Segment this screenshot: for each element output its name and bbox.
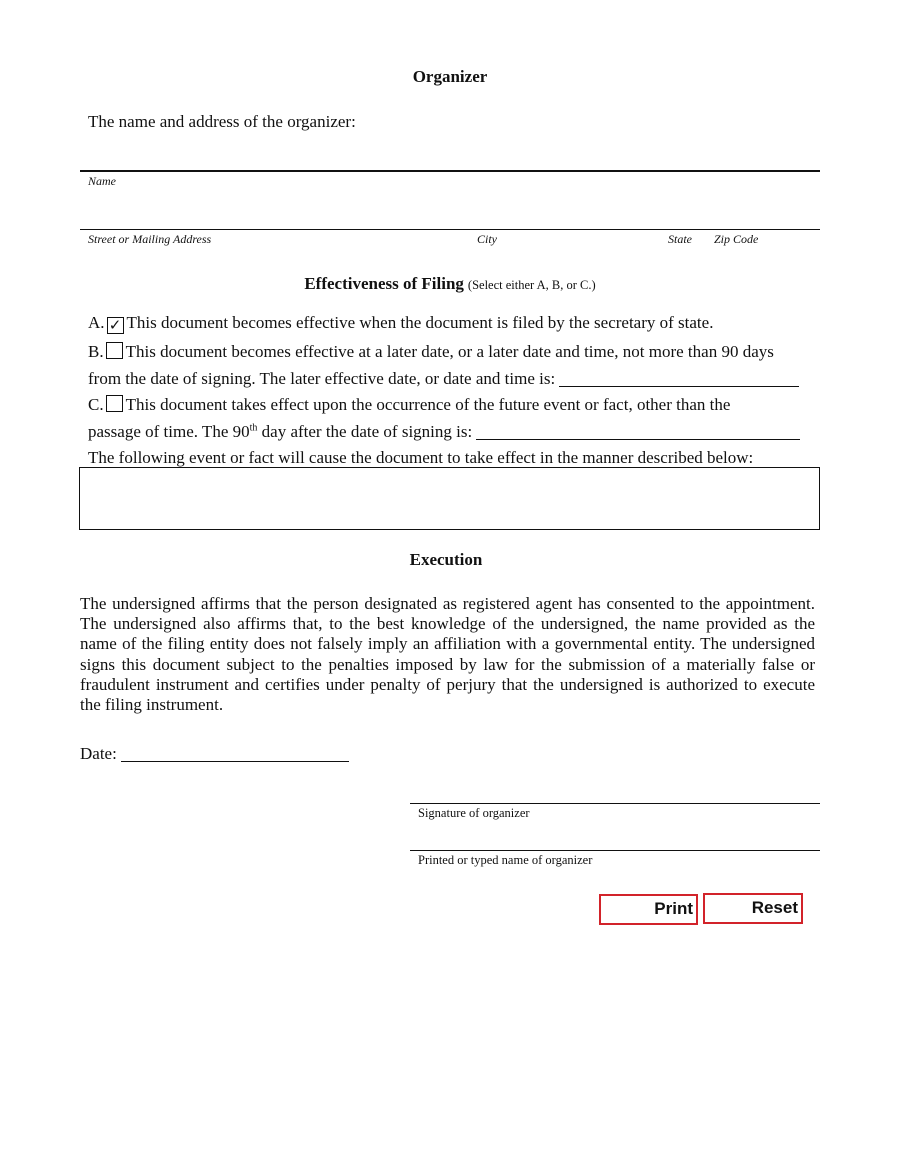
- street-label: Street or Mailing Address: [88, 232, 212, 246]
- name-label: Name: [88, 174, 116, 188]
- event-prompt: The following event or fact will cause the document to take effect in the manner described below:: [88, 448, 754, 467]
- option-c-text2-post: day after the date of signing is:: [257, 422, 473, 441]
- effectiveness-heading: [0, 274, 900, 294]
- option-b-checkbox[interactable]: [106, 342, 123, 359]
- printed-name-line[interactable]: [410, 850, 820, 851]
- city-label: City: [477, 232, 497, 246]
- option-b-letter: B.: [88, 342, 104, 361]
- event-textbox[interactable]: [79, 467, 820, 530]
- organizer-intro: The name and address of the organizer:: [88, 112, 356, 131]
- option-a-text: This document becomes effective when the document is filed by the secretary of state.: [126, 313, 714, 332]
- organizer-heading: Organizer: [412, 67, 488, 86]
- option-b-text: This document becomes effective at a later date, or a later date and time, not more than 90 days: [125, 342, 774, 361]
- ninetieth-day-field[interactable]: [476, 423, 800, 440]
- option-a-letter: A.: [88, 313, 105, 332]
- option-b: [88, 342, 774, 362]
- option-c-sup: th: [249, 422, 258, 434]
- printed-name-label: Printed or typed name of organizer: [418, 853, 593, 867]
- date-row: [80, 744, 349, 764]
- option-b-text2: from the date of signing. The later effective date, or date and time is:: [88, 369, 556, 388]
- execution-heading: Execution: [409, 550, 483, 569]
- option-c-line2: [88, 422, 800, 442]
- option-c-text2-pre: passage of time. The 90: [88, 422, 250, 441]
- option-c-checkbox[interactable]: [106, 395, 123, 412]
- zip-label: Zip Code: [714, 232, 759, 246]
- print-button[interactable]: Print: [599, 894, 698, 925]
- date-field[interactable]: [121, 745, 349, 762]
- option-c-text: This document takes effect upon the occurrence of the future event or fact, other than the: [125, 395, 731, 414]
- option-a-checkbox[interactable]: ✓: [107, 317, 124, 334]
- signature-line[interactable]: [410, 803, 820, 804]
- option-c-letter: C.: [88, 395, 104, 414]
- state-label: State: [668, 232, 692, 246]
- effectiveness-note: (Select either A, B, or C.): [467, 278, 596, 292]
- option-b-line2: [88, 369, 799, 389]
- date-label: Date:: [80, 744, 117, 763]
- signature-label: Signature of organizer: [418, 806, 530, 820]
- effectiveness-title: Effectiveness of Filing: [304, 274, 464, 293]
- option-c: [88, 395, 730, 415]
- address-line[interactable]: [80, 229, 820, 230]
- reset-button[interactable]: Reset: [703, 893, 803, 924]
- name-line[interactable]: [80, 170, 820, 172]
- later-date-field[interactable]: [559, 370, 799, 387]
- execution-paragraph: The undersigned affirms that the person designated as registered agent has consented to the appointment. The undersigned also affirms that, to the best knowledge of the undersigned, the name provided as the name of the filing entity does not falsely imply an affiliation with a governmental entity. The undersigned signs this document subject to the penalties imposed by law for the submission of a materially false or fraudulent instrument and certifies under penalty of perjury that the undersigned is authorized to execute the filing instrument.: [80, 594, 815, 715]
- option-a: [88, 313, 713, 334]
